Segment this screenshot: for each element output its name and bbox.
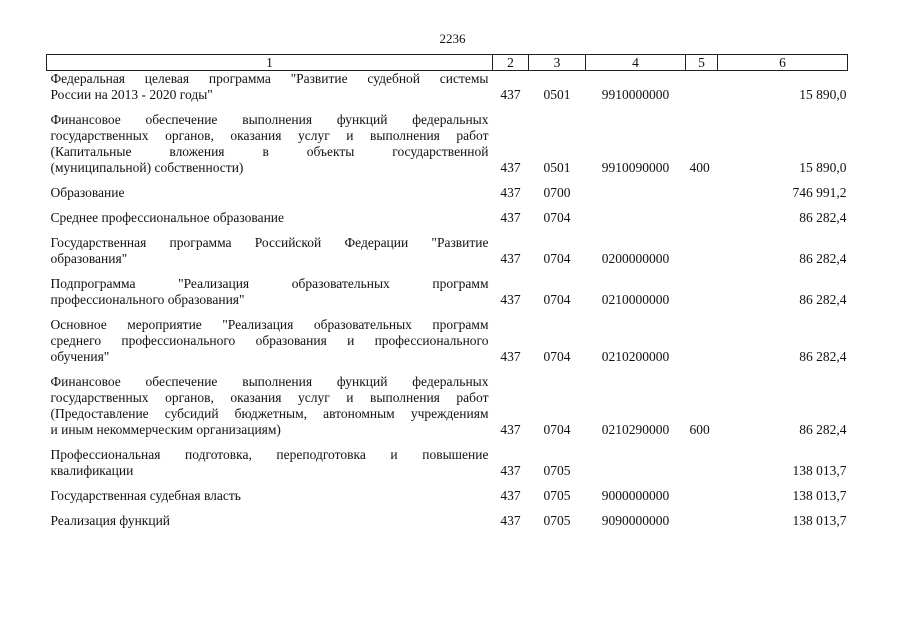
- row-spacer: [47, 365, 848, 374]
- table-row: [47, 317, 848, 365]
- description-line: профессионального образования": [50, 292, 245, 307]
- description-line: обучения": [50, 349, 110, 364]
- row-spacer-cell: [47, 226, 848, 235]
- row-description: [47, 488, 493, 504]
- row-expense-type: [686, 447, 718, 479]
- row-target-code: 9910000000: [601, 87, 670, 102]
- row-spacer-cell: [47, 103, 848, 112]
- table-row: [47, 513, 848, 529]
- row-section-code: 0705: [543, 463, 571, 478]
- row-section-code: 0501: [543, 160, 571, 175]
- row-amount: 86 282,4: [799, 349, 847, 364]
- row-description: [47, 447, 493, 479]
- row-admin-code: 437: [500, 463, 521, 478]
- row-spacer: [47, 176, 848, 185]
- row-target-code: 0200000000: [601, 251, 670, 266]
- row-amount: 86 282,4: [799, 210, 847, 225]
- row-admin-code: 437: [500, 251, 521, 266]
- row-admin-code: 437: [500, 292, 521, 307]
- description-line: образования": [50, 251, 128, 266]
- row-spacer-cell: [47, 308, 848, 317]
- row-section-code: 0704: [543, 292, 571, 307]
- description-line: Среднее профессиональное образование: [50, 210, 285, 225]
- table-row: [47, 276, 848, 308]
- row-amount: 138 013,7: [792, 463, 847, 478]
- page-number: 2236: [439, 31, 466, 46]
- row-description: [47, 374, 493, 438]
- row-expense-type: [686, 317, 718, 365]
- row-amount: 138 013,7: [792, 488, 847, 503]
- row-target-code: [586, 185, 686, 201]
- description-line: Федеральная целевая программа "Развитие судебной системы: [50, 71, 489, 86]
- header-col-6: 6: [718, 55, 848, 71]
- row-description: [47, 276, 493, 308]
- row-spacer: [47, 267, 848, 276]
- row-section-code: 0705: [543, 513, 571, 528]
- row-target-code: 9000000000: [601, 488, 670, 503]
- table-row: [47, 185, 848, 201]
- row-spacer: [47, 479, 848, 488]
- description-line: среднего профессионального образования и профессионального: [50, 333, 489, 348]
- row-description: [47, 210, 493, 226]
- row-description: [47, 185, 493, 201]
- description-line: Государственная судебная власть: [50, 488, 241, 503]
- description-line: Основное мероприятие "Реализация образовательных программ: [50, 317, 489, 332]
- description-line: Финансовое обеспечение выполнения функций федеральных: [50, 112, 489, 127]
- description-line: Государственная программа Российской Федерации "Развитие: [50, 235, 489, 250]
- row-description: [47, 235, 493, 267]
- header-row: [47, 55, 848, 71]
- row-spacer-cell: [47, 176, 848, 185]
- description-line: (муниципальной) собственности): [50, 160, 244, 175]
- row-spacer-cell: [47, 438, 848, 447]
- header-col-2: 2: [493, 55, 529, 71]
- header-col-1: 1: [47, 55, 493, 71]
- row-section-code: 0705: [543, 488, 571, 503]
- row-expense-type: 600: [689, 422, 710, 437]
- description-line: и иным некоммерческим организациям): [50, 422, 281, 437]
- row-amount: 15 890,0: [799, 87, 847, 102]
- table-row: [47, 235, 848, 267]
- row-amount: 138 013,7: [792, 513, 847, 528]
- description-line: государственных органов, оказания услуг и выполнения работ: [50, 390, 489, 405]
- row-section-code: 0704: [543, 422, 571, 437]
- row-admin-code: 437: [500, 513, 521, 528]
- row-admin-code: 437: [500, 349, 521, 364]
- row-spacer: [47, 103, 848, 112]
- row-spacer-cell: [47, 267, 848, 276]
- row-admin-code: 437: [500, 422, 521, 437]
- table-row: [47, 210, 848, 226]
- table-row: [47, 71, 848, 104]
- row-admin-code: 437: [500, 488, 521, 503]
- row-description: [47, 112, 493, 176]
- row-description: [47, 317, 493, 365]
- row-amount: 746 991,2: [792, 185, 847, 200]
- table-row: [47, 112, 848, 176]
- row-spacer-cell: [47, 504, 848, 513]
- row-spacer: [47, 201, 848, 210]
- description-line: (Капитальные вложения в объекты государственной: [50, 144, 489, 159]
- row-spacer: [47, 504, 848, 513]
- row-section-code: 0704: [543, 210, 571, 225]
- row-expense-type: [686, 235, 718, 267]
- row-amount: 86 282,4: [799, 251, 847, 266]
- row-section-code: 0704: [543, 251, 571, 266]
- description-line: Образование: [50, 185, 125, 200]
- row-expense-type: [686, 71, 718, 104]
- row-target-code: 9910090000: [601, 160, 670, 175]
- row-expense-type: [686, 276, 718, 308]
- row-target-code: 0210000000: [601, 292, 670, 307]
- row-admin-code: 437: [500, 185, 521, 200]
- table-row: [47, 447, 848, 479]
- header-col-3: 3: [529, 55, 586, 71]
- description-line: Реализация функций: [50, 513, 171, 528]
- table-row: [47, 374, 848, 438]
- description-line: Профессиональная подготовка, переподготовка и повышение: [50, 447, 489, 462]
- row-spacer-cell: [47, 201, 848, 210]
- row-section-code: 0700: [543, 185, 571, 200]
- row-target-code: 0210290000: [601, 422, 670, 437]
- row-spacer-cell: [47, 479, 848, 488]
- row-admin-code: 437: [500, 160, 521, 175]
- row-description: [47, 513, 493, 529]
- row-expense-type: [686, 513, 718, 529]
- table-body: [47, 71, 848, 530]
- row-expense-type: 400: [689, 160, 710, 175]
- row-amount: 15 890,0: [799, 160, 847, 175]
- description-line: России на 2013 - 2020 годы": [50, 87, 213, 102]
- header-col-4: 4: [586, 55, 686, 71]
- row-expense-type: [686, 488, 718, 504]
- row-section-code: 0501: [543, 87, 571, 102]
- row-spacer: [47, 226, 848, 235]
- row-section-code: 0704: [543, 349, 571, 364]
- row-target-code: 9090000000: [601, 513, 670, 528]
- table-row: [47, 488, 848, 504]
- row-expense-type: [686, 210, 718, 226]
- description-line: Финансовое обеспечение выполнения функций федеральных: [50, 374, 489, 389]
- row-spacer: [47, 308, 848, 317]
- row-amount: 86 282,4: [799, 292, 847, 307]
- description-line: квалификации: [50, 463, 134, 478]
- description-line: (Предоставление субсидий бюджетным, автономным учреждениям: [50, 406, 489, 421]
- description-line: Подпрограмма "Реализация образовательных программ: [50, 276, 489, 291]
- row-admin-code: 437: [500, 210, 521, 225]
- description-line: государственных органов, оказания услуг и выполнения работ: [50, 128, 489, 143]
- row-expense-type: [686, 185, 718, 201]
- row-target-code: [586, 210, 686, 226]
- row-description: [47, 71, 493, 104]
- table-header: [47, 55, 848, 71]
- header-col-5: 5: [686, 55, 718, 71]
- budget-table: [46, 54, 848, 529]
- row-amount: 86 282,4: [799, 422, 847, 437]
- row-admin-code: 437: [500, 87, 521, 102]
- row-spacer-cell: [47, 365, 848, 374]
- row-target-code: 0210200000: [601, 349, 670, 364]
- row-target-code: [586, 447, 686, 479]
- row-spacer: [47, 438, 848, 447]
